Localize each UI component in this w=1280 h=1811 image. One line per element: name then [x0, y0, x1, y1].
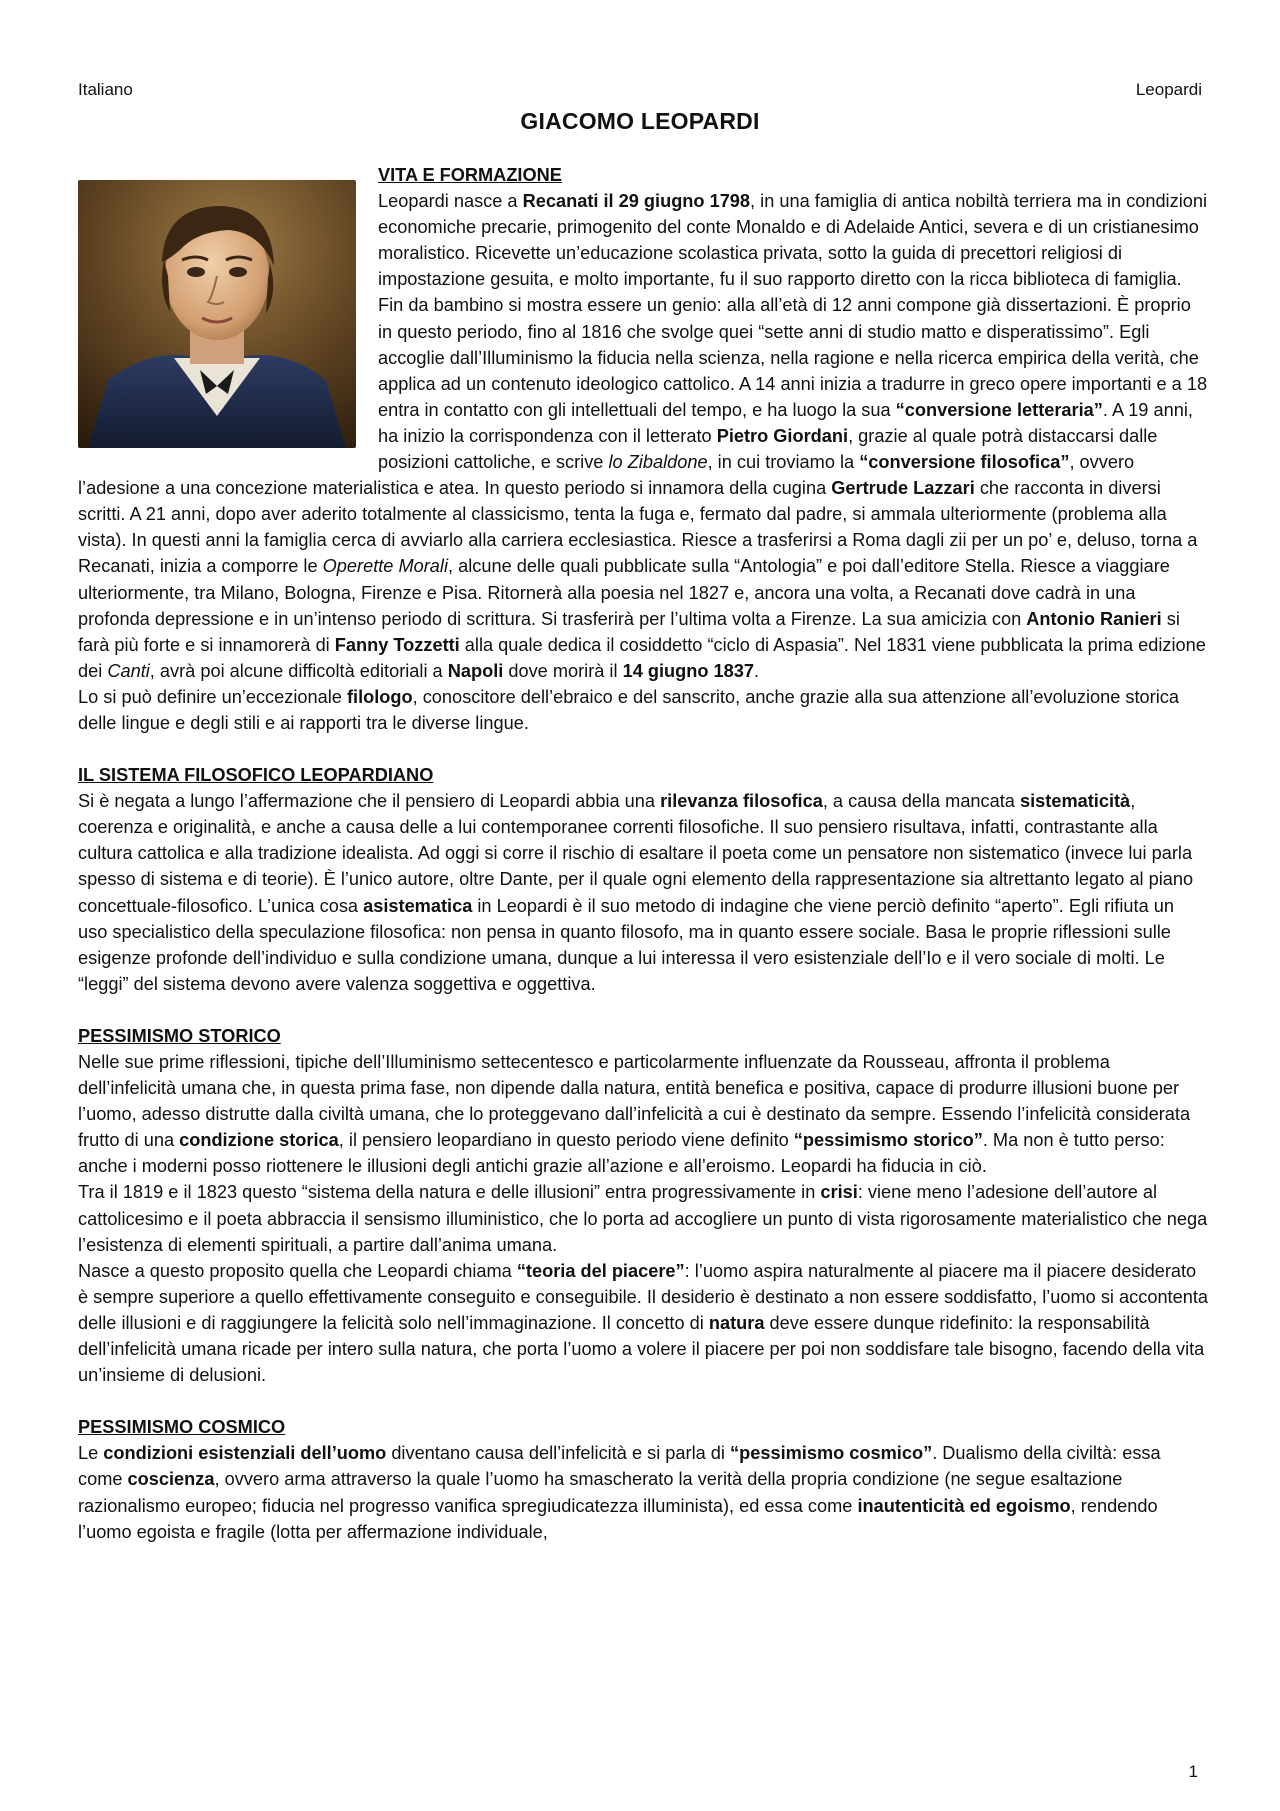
bold-text: Recanati il 29 giugno 1798: [522, 191, 751, 212]
text-run: Leopardi nasce a: [378, 191, 523, 212]
text-run: diventano causa dell’infelicità e si parla di: [386, 1443, 731, 1464]
bold-text: coscienza: [127, 1469, 215, 1490]
document-body: [78, 162, 1208, 1545]
italic-text: Operette Morali: [322, 556, 448, 577]
bold-text: 14 giugno 1837: [622, 660, 754, 681]
bold-text: inautenticità ed egoismo: [857, 1495, 1071, 1516]
paragraph: [78, 1258, 1208, 1388]
text-run: , a causa della mancata: [822, 791, 1020, 812]
bold-text: Gertrude Lazzari: [831, 478, 975, 499]
page-number: 1: [1188, 1762, 1198, 1781]
bold-text: filologo: [346, 686, 413, 707]
text-run: Lo si può definire un’eccezionale: [78, 686, 347, 707]
paragraph: [78, 788, 1208, 997]
italic-text: lo Zibaldone: [608, 452, 708, 473]
text-run: . A 19 anni, ha inizio la corrispondenza con il letterato: [378, 399, 1193, 446]
text-run: , alcune delle quali pubblicate sulla “Antologia” e poi dall’editore Stella. Riesce a viaggiare ulteriormente, tra Milano, Bologna, Firenze e Pisa. Ritornerà alla poesia nel 1827 e, ancora una volta, a Recanati dove cadrà in una profonda depressione e in un’intenso periodo di scrittura. Si trasferirà per l’ultima volta a Firenze. La sua amicizia con: [78, 556, 1170, 629]
bold-text: Pietro Giordani: [716, 425, 849, 446]
section-title: VITA E FORMAZIONE: [378, 165, 562, 185]
paragraph: [78, 684, 1208, 736]
text-run: , ovvero arma attraverso la quale l’uomo ha smascherato la verità della propria condizione (ne segue esaltazione razionalismo europeo; fiducia nel progresso vanifica spregiudicatezza illuminista), ed essa come: [78, 1469, 1123, 1516]
text-run: , rendendo l’uomo egoista e fragile (lotta per affermazione individuale,: [78, 1495, 1158, 1542]
text-run: .: [753, 660, 760, 681]
bold-text: “conversione letteraria”: [895, 399, 1103, 420]
text-run: che racconta in diversi scritti. A 21 anni, dopo aver aderito totalmente al classicismo, tenta la fuga e, fermato dal padre, si ammala ulteriormente (problema alla vista). In questi anni la famiglia cerca di avviarlo alla carriera ecclesiastica. Riesce a trasferirsi a Roma dagli zii per un po’ e, deluso, torna a Recanati, inizia a comporre le: [78, 478, 1198, 577]
italic-text: Canti: [107, 660, 150, 681]
text-run: si farà più forte e si innamorerà di: [78, 608, 1180, 655]
text-run: , ovvero l’adesione a una concezione materialistica e atea. In questo periodo si innamora della cugina: [78, 452, 1135, 499]
text-run: Tra il 1819 e il 1823 questo “sistema della natura e delle illusioni” entra progressivamente in: [78, 1182, 821, 1203]
bold-text: condizioni esistenziali dell’uomo: [103, 1443, 387, 1464]
header-subject: Italiano: [78, 80, 133, 99]
text-run: , avrà poi alcune difficoltà editoriali a: [149, 660, 448, 681]
bold-text: “pessimismo cosmico”: [730, 1443, 933, 1464]
paragraph: [78, 1179, 1208, 1257]
text-run: alla quale dedica il cosiddetto “ciclo di Aspasia”. Nel 1831 viene pubblicata la prima edizione dei: [78, 634, 1206, 681]
page-title: GIACOMO LEOPARDI: [520, 108, 760, 134]
section: [78, 1414, 1208, 1544]
text-run: , coerenza e originalità, e anche a causa delle a lui contemporanee correnti filosofiche. Il suo pensiero risultava, infatti, contrastante alla cultura cattolica e alla tradizione idealista. Ad oggi si corre il rischio di esaltare il poeta come un pensatore non sistematico (invece lui parla spesso di sistema e di teorie). È l’unico autore, oltre Dante, per il quale ogni elemento della rappresentazione sia altrettanto legato al piano concettuale-filosofico. L’unica cosa: [78, 791, 1194, 916]
text-run: Nelle sue prime riflessioni, tipiche dell’Illuminismo settecentesco e particolarmente influenzate da Rousseau, affronta il problema dell’infelicità umana che, in questa prima fase, non dipende dalla natura, entità benefica e positiva, capace di produrre illusioni buone per l’uomo, adesso distrutte dalla civiltà umana, che lo proteggevano dall’infelicità a cui è destinato da sempre. Essendo l’infelicità considerata frutto di una: [78, 1052, 1191, 1151]
text-run: , in cui troviamo la: [707, 452, 860, 473]
section: [78, 1023, 1208, 1388]
bold-text: sistematicità: [1019, 791, 1131, 812]
text-run: : viene meno l’adesione dell’autore al cattolicesimo e il poeta abbraccia il sensismo illuministico, che lo porta ad accogliere un punto di vista rigorosamente materialistico che nega l’esistenza di elementi spirituali, a partire dall’anima umana.: [78, 1182, 1208, 1255]
bold-text: natura: [708, 1312, 765, 1333]
bold-text: “teoria del piacere”: [516, 1260, 685, 1281]
section-title: PESSIMISMO COSMICO: [78, 1417, 286, 1438]
section-title: IL SISTEMA FILOSOFICO LEOPARDIANO: [78, 765, 434, 786]
text-run: . Ma non è tutto perso: anche i moderni posso riottenere le illusioni degli antichi grazie all’azione e all’eroismo. Leopardi ha fiducia in ciò.: [78, 1130, 1165, 1177]
paragraph: [78, 1049, 1208, 1179]
text-run: , conoscitore dell’ebraico e del sanscrito, anche grazie alla sua attenzione all’evoluzione storica delle lingue e degli stili e ai rapporti tra le diverse lingue.: [78, 686, 1179, 733]
text-run: , il pensiero leopardiano in questo periodo viene definito: [338, 1130, 794, 1151]
portrait-image: [78, 180, 356, 448]
bold-text: Antonio Ranieri: [1026, 608, 1162, 629]
bold-text: crisi: [820, 1182, 858, 1203]
text-run: Le: [78, 1443, 104, 1464]
header-topic: Leopardi: [1135, 80, 1202, 99]
bold-text: asistematica: [363, 895, 473, 916]
text-run: deve essere dunque ridefinito: la responsabilità dell’infelicità umana ricade per intero sulla natura, che porta l’uomo a volere il piacere per poi non soddisfare tale bisogno, facendo della vita un’insieme di delusioni.: [78, 1312, 1205, 1386]
bold-text: Fanny Tozzetti: [334, 634, 460, 655]
bold-text: rilevanza filosofica: [660, 791, 823, 812]
bold-text: “pessimismo storico”: [793, 1130, 983, 1151]
text-run: . Dualismo della civiltà: essa come: [78, 1443, 1161, 1490]
text-run: Si è negata a lungo l’affermazione che il pensiero di Leopardi abbia una: [78, 791, 661, 812]
section-title: PESSIMISMO STORICO: [78, 1025, 281, 1046]
section: [78, 762, 1208, 997]
paragraph: [78, 1440, 1208, 1544]
text-run: , grazie al quale potrà distaccarsi dalle posizioni cattoliche, e scrive: [378, 425, 1158, 473]
bold-text: condizione storica: [179, 1130, 339, 1151]
text-run: dove morirà il: [503, 660, 623, 681]
text-run: Nasce a questo proposito quella che Leopardi chiama: [78, 1260, 517, 1281]
text-run: in Leopardi è il suo metodo di indagine che viene perciò definito “aperto”. Egli rifiuta un uso specialistico della speculazione filosofica: non pensa in quanto filosofo, ma in quanto essere sociale. Basa le proprie riflessioni sulle esigenze profonde dell’individuo e sulla condizione umana, dunque a lui interessa il vero esistenziale dell’Io e il vero sociale di molti. Le “leggi” del sistema devono avere valenza soggettiva e oggettiva.: [78, 895, 1174, 994]
bold-text: “conversione filosofica”: [859, 452, 1070, 473]
bold-text: Napoli: [447, 660, 504, 681]
text-run: , in una famiglia di antica nobiltà terriera ma in condizioni economiche precarie, primogenito del conte Monaldo e di Adelaide Antici, severa e di un cristianesimo moralistico. Ricevette un’educazione scolastica privata, sotto la guida di precettori religiosi di impostazione gesuita, e molto importante, fu il suo rapporto diretto con la ricca biblioteca di famiglia. Fin da bambino si mostra essere un genio: alla all’età di 12 anni compone già dissertazioni. È proprio in questo periodo, fino al 1816 che svolge quei “sette anni di studio matto e disperatissimo”. Egli accoglie dall’Illuminismo la fiducia nella scienza, nella ragione e nella ricerca empirica della verità, che applica ad un contenuto ideologico cattolico. A 14 anni inizia a tradurre in greco opere importanti e a 18 entra in contatto con gli intellettuali del tempo, e ha luogo la sua: [378, 191, 1208, 420]
text-run: : l’uomo aspira naturalmente al piacere ma il piacere desiderato è sempre superiore a quello effettivamente conseguito e conseguibile. Il desiderio è destinato a non essere soddisfatto, l’uomo si accontenta delle illusioni e di raggiungere la felicità solo nell’immaginazione. Il concetto di: [78, 1260, 1209, 1333]
